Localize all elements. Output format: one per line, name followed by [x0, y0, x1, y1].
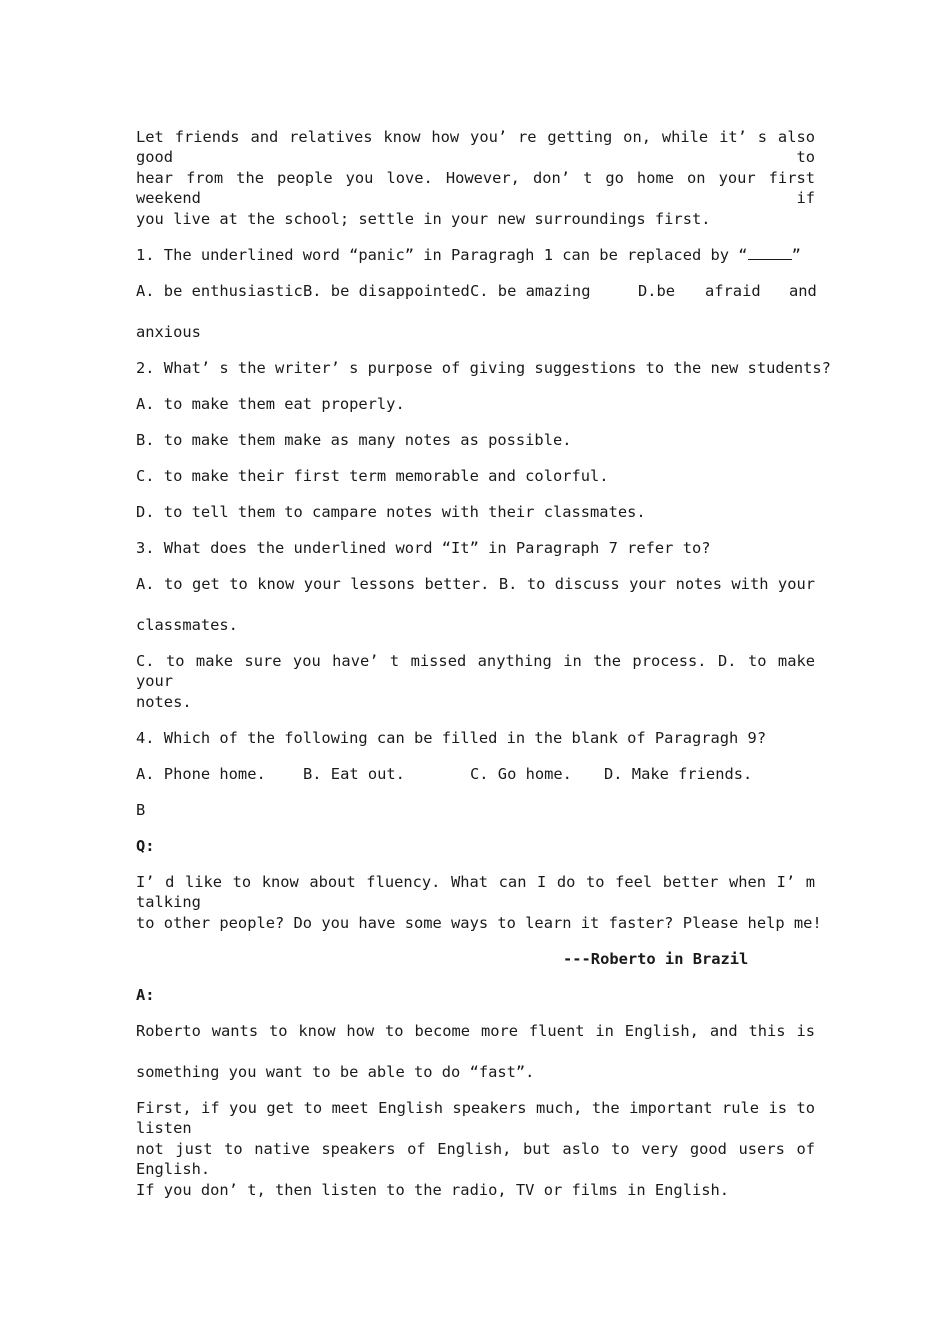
option-b: B. be disappointed	[303, 282, 470, 300]
answer-line: If you don’ t, then listen to the radio, TV or films in English.	[136, 1181, 730, 1199]
option-b: B. to make them make as many notes as possible.	[136, 431, 572, 449]
section-letter: B	[136, 801, 146, 819]
question-1-stem-text: 1. The underlined word “panic” in Paragragh 1 can be replaced by “	[136, 246, 748, 264]
options-a-b: A. to get to know your lessons better. B. to discuss your notes with your	[136, 575, 815, 593]
question-1-options	[136, 281, 815, 301]
option-a: A. be enthusiastic	[136, 282, 303, 300]
option-c: C. Go home.	[470, 765, 572, 783]
question-label: Q:	[136, 837, 155, 855]
question-1-stem-close: ”	[791, 246, 801, 264]
option-b-continued: classmates.	[136, 616, 238, 634]
option-d-word: afraid	[705, 282, 761, 300]
answer-label: A:	[136, 986, 155, 1004]
option-d: D. to tell them to campare notes with their classmates.	[136, 503, 646, 521]
option-d: D. Make friends.	[604, 765, 753, 783]
question-3-stem: 3. What does the underlined word “It” in Paragraph 7 refer to?	[136, 539, 711, 557]
answer-line: First, if you get to meet English speakers much, the important rule is to listen	[136, 1099, 815, 1137]
question-4-options	[136, 764, 815, 784]
option-c: C. to make their first term memorable and colorful.	[136, 467, 609, 485]
option-c: C. be amazing	[470, 282, 591, 300]
answer-blank	[748, 245, 792, 260]
option-d-word: and	[789, 282, 817, 300]
answer-line: something you want to be able to do “fast”.	[136, 1063, 535, 1081]
answer-line: Roberto wants to know how to become more fluent in English, and this is	[136, 1022, 815, 1040]
letter-question-line: I’ d like to know about fluency. What can I do to feel better when I’ m talking	[136, 873, 815, 911]
question-4-stem: 4. Which of the following can be filled in the blank of Paragragh 9?	[136, 729, 767, 747]
option-a: A. to make them eat properly.	[136, 395, 405, 413]
paragraph-line: hear from the people you love. However, don’ t go home on your first weekend if	[136, 169, 815, 207]
question-2-stem: 2. What’ s the writer’ s purpose of giving suggestions to the new students?	[136, 359, 831, 377]
letter-signature: ---Roberto in Brazil	[563, 950, 749, 968]
answer-line: not just to native speakers of English, but aslo to very good users of English.	[136, 1140, 815, 1178]
letter-question-line: to other people? Do you have some ways to learn it faster? Please help me!	[136, 914, 822, 932]
option-d-continued: notes.	[136, 693, 192, 711]
paragraph-line: Let friends and relatives know how you’ re getting on, while it’ s also good to	[136, 128, 815, 166]
paragraph-line: you live at the school; settle in your new surroundings first.	[136, 210, 711, 228]
option-a: A. Phone home.	[136, 765, 266, 783]
option-b: B. Eat out.	[303, 765, 405, 783]
option-d-word: D.be	[638, 282, 676, 300]
option-d-continued: anxious	[136, 323, 201, 341]
options-c-d: C. to make sure you have’ t missed anything in the process. D. to make your	[136, 652, 815, 690]
question-1-stem	[136, 245, 815, 265]
